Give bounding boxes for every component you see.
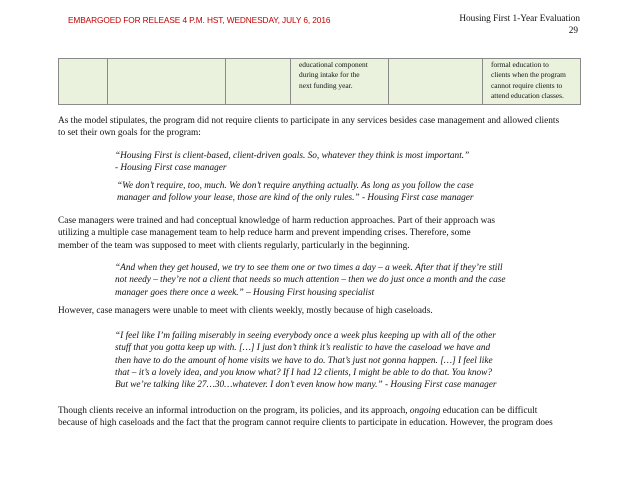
embargo-notice: EMBARGOED FOR RELEASE 4 P.M. HST, WEDNESDAY, JULY 6, 2016 bbox=[68, 15, 331, 25]
table-cell bbox=[226, 59, 291, 105]
text-line: member of the team was supposed to meet with clients regularly, particularly in the beginning. bbox=[58, 240, 410, 251]
text-line: utilizing a multiple case management team to help reduce harm and prevent impending crises. Therefore, some bbox=[58, 228, 471, 239]
quote-line: manager and follow your lease, those are kind of the only rules.” - Housing First case manager bbox=[117, 193, 474, 204]
quote-line: “I feel like I’m failing miserably in seeing everybody once a week plus keeping up with all of the other bbox=[115, 331, 496, 341]
table-fragment bbox=[58, 58, 581, 105]
paragraph-caseloads bbox=[58, 305, 433, 317]
text-line: However, case managers were unable to meet with clients weekly, mostly because of high caseloads. bbox=[58, 306, 433, 316]
quote-line: “And when they get housed, we try to see them one or two times a day – a week. After that if they’re still bbox=[115, 263, 503, 273]
cell-line: attend education classes. bbox=[491, 90, 564, 100]
quote-line: But we’re talking like 27…30…whatever. I don’t even know how many.” - Housing First case manager bbox=[115, 380, 497, 391]
text-run: because of high caseloads and the fact that the program cannot require clients to participate in education. However, the program does bbox=[58, 418, 553, 429]
text-run: Though clients receive an informal introduction on the program, its policies, and its approach, bbox=[58, 406, 410, 416]
cell-line: cannot require clients to bbox=[491, 80, 563, 90]
quote-rules bbox=[117, 180, 474, 205]
text-line bbox=[58, 417, 553, 429]
cell-line: clients when the program bbox=[491, 70, 566, 80]
quote-line: manager goes there once a week.” – Housing First housing specialist bbox=[115, 287, 375, 298]
quote-case-manager bbox=[115, 330, 497, 391]
table-cell bbox=[108, 59, 226, 105]
quote-line: “Housing First is client-based, client-driven goals. So, whatever they think is most important.” bbox=[115, 151, 470, 161]
quote-line: “We don’t require, too, much. We don’t require anything actually. As long as you follow the case bbox=[117, 181, 474, 191]
cell-line: educational component bbox=[299, 60, 368, 69]
cell-line: next funding year. bbox=[299, 80, 353, 90]
paragraph-harm-reduction bbox=[58, 215, 495, 252]
table-cell bbox=[59, 59, 108, 105]
emphasis-ongoing: ongoing bbox=[409, 406, 441, 416]
cell-line: formal education to bbox=[491, 60, 549, 69]
quote-attribution: - Housing First case manager bbox=[115, 163, 227, 174]
quote-line: not needy – they’re not a client that needs so much attention – then we do just once a month and the case bbox=[115, 275, 506, 286]
text-run: education can be difficult bbox=[440, 406, 538, 416]
document-title: Housing First 1-Year Evaluation bbox=[459, 14, 580, 24]
text-line bbox=[58, 405, 553, 417]
quote-line: stuff that you gotta keep up with. […] I just don’t think it’s realistic to have the caseload we have and bbox=[115, 343, 491, 354]
page-number: 29 bbox=[568, 26, 578, 36]
cell-line: during intake for the bbox=[299, 70, 360, 80]
text-line: to set their own goals for the program: bbox=[58, 128, 201, 139]
table-cell bbox=[483, 59, 581, 105]
quote-client-driven bbox=[115, 150, 469, 175]
quote-line: then have to do the amount of home visits we have to do. That’s just not gonna happen. […] I feel like bbox=[115, 355, 493, 366]
quote-line: that – it’s a lovely idea, and you know what? If I had 12 clients, I might be able to do that. You know? bbox=[115, 367, 493, 378]
quote-housing-specialist bbox=[115, 262, 506, 299]
paragraph-education bbox=[58, 405, 553, 430]
table-row bbox=[59, 59, 581, 105]
text-line: Case managers were trained and had conceptual knowledge of harm reduction approaches. Part of their approach was bbox=[58, 216, 496, 226]
text-line: As the model stipulates, the program did not require clients to participate in any services besides case management and allowed clients bbox=[58, 116, 560, 126]
paragraph-services bbox=[58, 115, 559, 140]
table-cell bbox=[291, 59, 389, 105]
table-cell bbox=[389, 59, 483, 105]
